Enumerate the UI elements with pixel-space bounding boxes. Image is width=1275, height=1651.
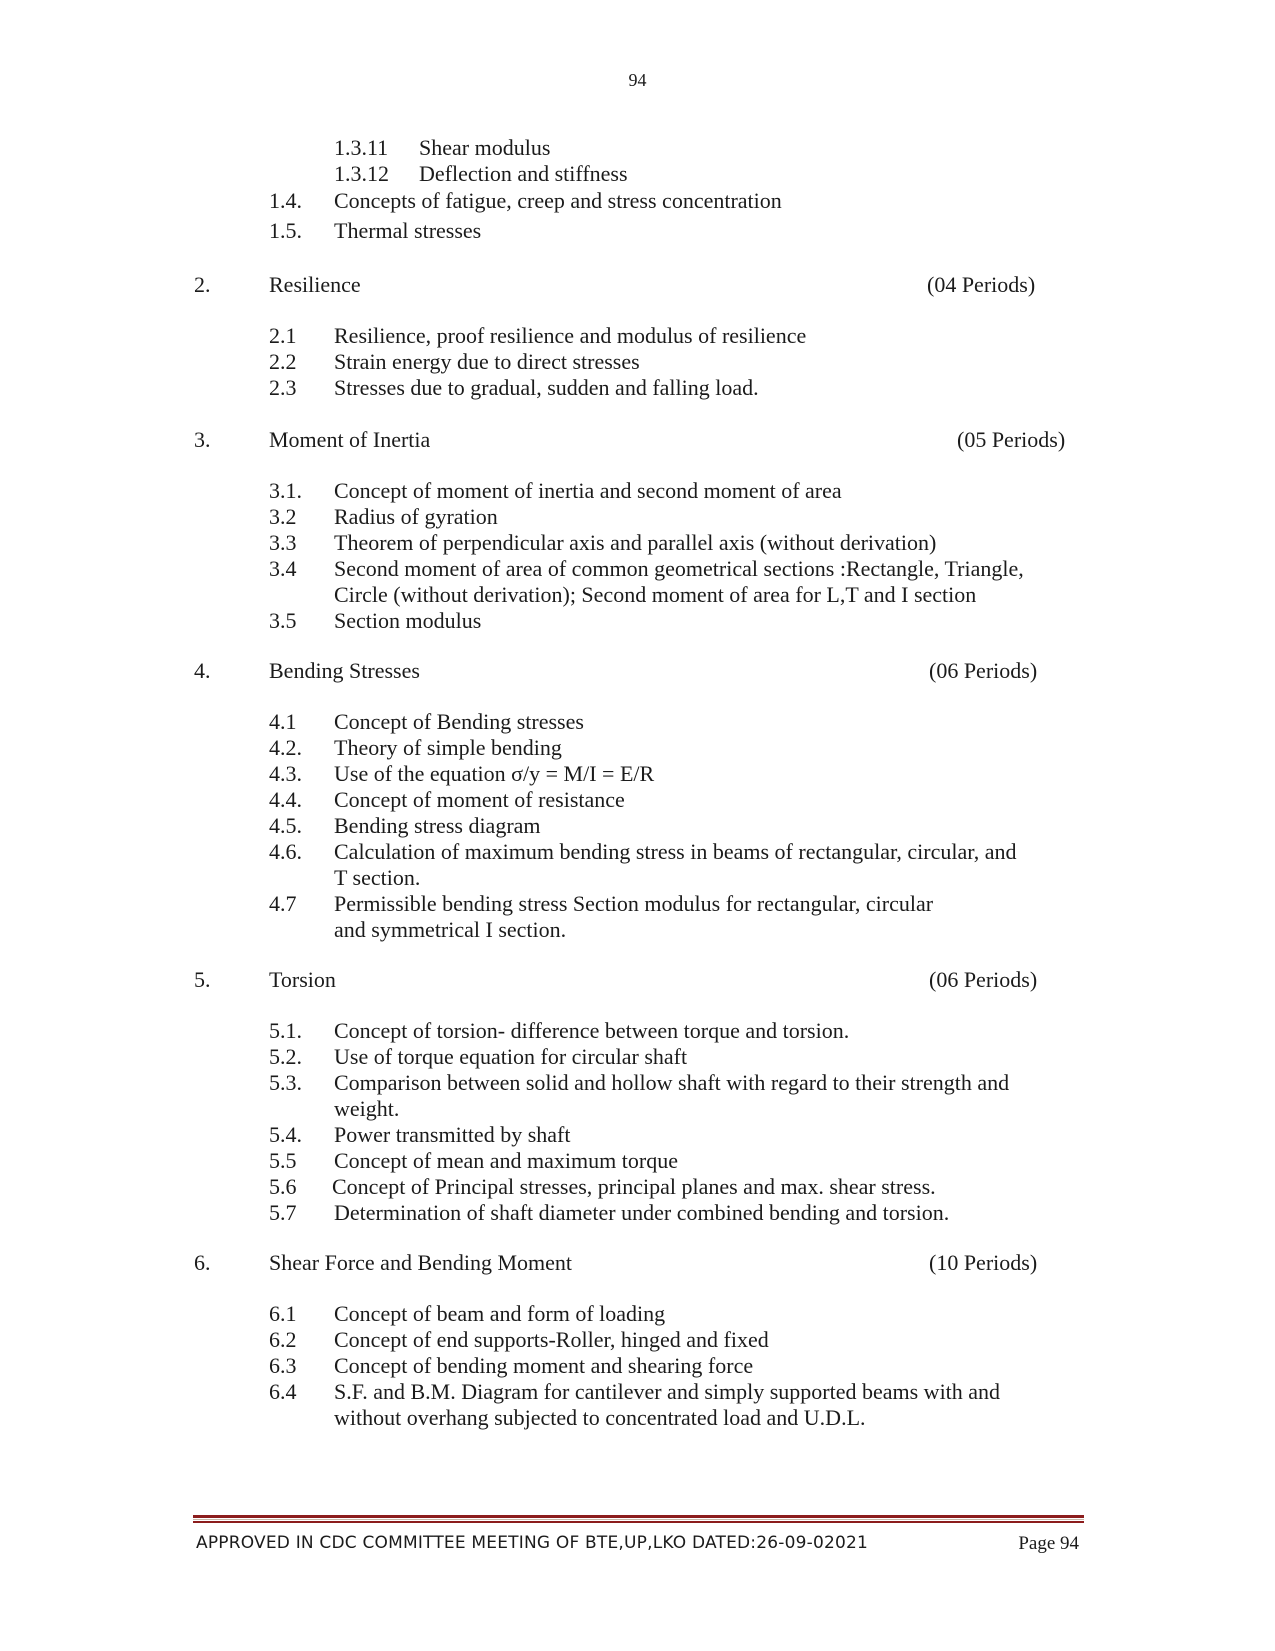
item-number: 5.3.	[269, 1070, 302, 1095]
item-number: 5.2.	[269, 1044, 302, 1069]
item-text: Concept of moment of inertia and second moment of area	[334, 478, 842, 503]
item-text: Permissible bending stress Section modulus for rectangular, circular	[334, 891, 934, 916]
item-number: 3.2	[269, 504, 297, 529]
page-number-top: 94	[628, 70, 647, 90]
item-number: 4.5.	[269, 813, 302, 838]
section-periods: (04 Periods)	[927, 272, 1036, 297]
section-title: Torsion	[269, 967, 336, 992]
item-text: Section modulus	[334, 608, 482, 633]
item-number: 4.6.	[269, 839, 302, 864]
section-number: 5.	[194, 967, 211, 992]
item-number: 5.7	[269, 1200, 297, 1225]
item-number: 3.1.	[269, 478, 302, 503]
section-periods: (06 Periods)	[929, 967, 1038, 992]
item-text: Bending stress diagram	[334, 813, 541, 838]
item-text: Radius of gyration	[334, 504, 498, 529]
item-text: T section.	[334, 865, 421, 890]
section-title: Bending Stresses	[269, 658, 420, 683]
footer-approval-note: APPROVED IN CDC COMMITTEE MEETING OF BTE,UP,LKO DATED:26-09-02021	[196, 1533, 869, 1553]
item-number: 2.3	[269, 375, 297, 400]
section-periods: (10 Periods)	[929, 1250, 1038, 1275]
item-number: 6.2	[269, 1327, 297, 1352]
item-number: 4.4.	[269, 787, 302, 812]
item-text: without overhang subjected to concentrated load and U.D.L.	[334, 1405, 866, 1430]
item-number: 4.1	[269, 709, 297, 734]
footer-page-number: Page 94	[1018, 1533, 1079, 1554]
item-number: 5.6	[269, 1174, 297, 1199]
item-number: 2.1	[269, 323, 297, 348]
item-number: 1.5.	[269, 218, 302, 243]
item-text: Determination of shaft diameter under combined bending and torsion.	[334, 1200, 950, 1225]
item-number: 3.4	[269, 556, 297, 581]
item-number: 3.3	[269, 530, 297, 555]
section-title: Moment of Inertia	[269, 427, 431, 452]
item-number: 4.3.	[269, 761, 302, 786]
item-number: 1.3.12	[334, 161, 389, 186]
item-number: 5.5	[269, 1148, 297, 1173]
item-number: 6.3	[269, 1353, 297, 1378]
item-text: Use of torque equation for circular shaft	[334, 1044, 688, 1069]
item-text: Use of the equation σ/y = M/I = E/R	[334, 761, 655, 786]
item-number: 6.1	[269, 1301, 297, 1326]
section-number: 4.	[194, 658, 211, 683]
item-text: Theorem of perpendicular axis and parallel axis (without derivation)	[334, 530, 937, 555]
item-number: 4.2.	[269, 735, 302, 760]
section-title: Shear Force and Bending Moment	[269, 1250, 573, 1275]
item-text: Strain energy due to direct stresses	[334, 349, 640, 374]
item-text: Comparison between solid and hollow shaft with regard to their strength and	[334, 1070, 1010, 1095]
item-text: Concepts of fatigue, creep and stress concentration	[334, 188, 782, 213]
item-number: 1.3.11	[334, 135, 389, 160]
footer-rule	[193, 1515, 1084, 1523]
item-number: 5.4.	[269, 1122, 302, 1147]
item-number: 2.2	[269, 349, 297, 374]
section-periods: (06 Periods)	[929, 658, 1038, 683]
item-text: Resilience, proof resilience and modulus of resilience	[334, 323, 807, 348]
section-number: 3.	[194, 427, 211, 452]
item-text: Deflection and stiffness	[419, 161, 628, 186]
item-text: Calculation of maximum bending stress in beams of rectangular, circular, and	[334, 839, 1017, 864]
item-text: Concept of Bending stresses	[334, 709, 584, 734]
section-number: 2.	[194, 272, 211, 297]
section-periods: (05 Periods)	[957, 427, 1066, 452]
item-text: Thermal stresses	[334, 218, 482, 243]
item-text: Theory of simple bending	[334, 735, 562, 760]
item-text: Concept of bending moment and shearing force	[334, 1353, 754, 1378]
section-title: Resilience	[269, 272, 361, 297]
item-number: 1.4.	[269, 188, 302, 213]
item-text: Stresses due to gradual, sudden and falling load.	[334, 375, 759, 400]
item-text: Shear modulus	[419, 135, 551, 160]
item-number: 5.1.	[269, 1018, 302, 1043]
item-text: Concept of Principal stresses, principal planes and max. shear stress.	[332, 1174, 936, 1199]
item-text: Second moment of area of common geometrical sections :Rectangle, Triangle,	[334, 556, 1024, 581]
item-text: Circle (without derivation); Second moment of area for L,T and I section	[334, 582, 977, 607]
item-number: 3.5	[269, 608, 297, 633]
item-text: Concept of mean and maximum torque	[334, 1148, 678, 1173]
item-text: Concept of beam and form of loading	[334, 1301, 666, 1326]
item-text: Concept of moment of resistance	[334, 787, 625, 812]
item-text: Concept of torsion- difference between torque and torsion.	[334, 1018, 850, 1043]
section-number: 6.	[194, 1250, 211, 1275]
item-number: 6.4	[269, 1379, 297, 1404]
item-text: and symmetrical I section.	[334, 917, 567, 942]
item-text: Power transmitted by shaft	[334, 1122, 571, 1147]
item-number: 4.7	[269, 891, 297, 916]
item-text: weight.	[334, 1096, 400, 1121]
item-text: S.F. and B.M. Diagram for cantilever and simply supported beams with and	[334, 1379, 1001, 1404]
item-text: Concept of end supports-Roller, hinged and fixed	[334, 1327, 769, 1352]
